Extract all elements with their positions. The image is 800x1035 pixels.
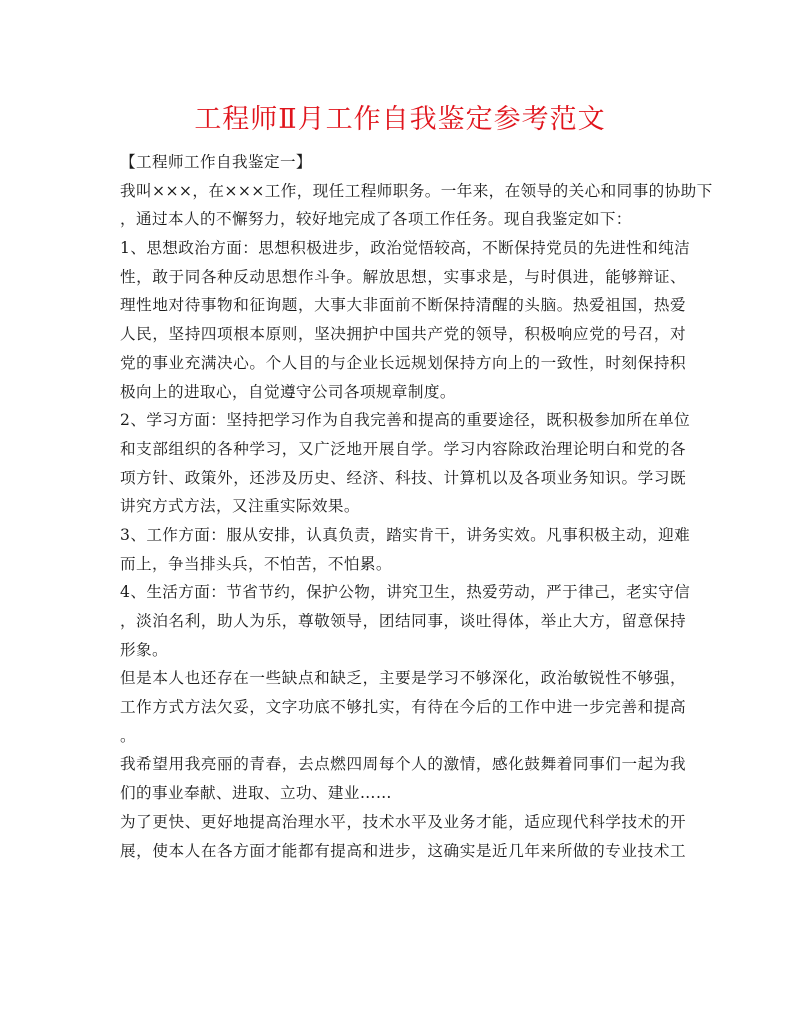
paragraph-line: 理性地对待事物和征询题，大事大非面前不断保持清醒的头脑。热爱祖国，热爱: [120, 296, 686, 315]
paragraph-line: 和支部组织的各种学习，又广泛地开展自学。学习内容除政治理论明白和党的各: [120, 439, 686, 458]
paragraph-line: 我希望用我亮丽的青春，去点燃四周每个人的激情，感化鼓舞着同事们一起为我: [120, 755, 686, 774]
paragraph-line: 性，敢于同各种反动思想作斗争。解放思想，实事求是，与时俱进，能够辩证、: [120, 267, 686, 286]
paragraph-line: 展，使本人在各方面才能都有提高和进步，这确实是近几年来所做的专业技术工: [120, 841, 686, 860]
paragraph-line: 而上，争当排头兵，不怕苦，不怕累。: [120, 554, 392, 573]
page-title: 工程师Ⅱ月工作自我鉴定参考范文: [194, 104, 606, 135]
paragraph-line: ，通过本人的不懈努力，较好地完成了各项工作任务。现自我鉴定如下：: [120, 210, 632, 229]
paragraph-line: 极向上的进取心，自觉遵守公司各项规章制度。: [120, 382, 456, 401]
paragraph-line: ，淡泊名利，助人为乐，尊敬领导，团结同事，谈吐得体，举止大方，留意保持: [120, 612, 686, 630]
paragraph-line: 3、工作方面：服从安排，认真负责，踏实肯干，讲务实效。凡事积极主动，迎难: [120, 525, 691, 544]
paragraph-line: 人民，坚持四项根本原则，坚决拥护中国共产党的领导，积极响应党的号召，对: [120, 325, 686, 344]
paragraph-line: 2、学习方面：坚持把学习作为自我完善和提高的重要途径，既积极参加所在单位: [120, 411, 691, 430]
paragraph-line: 形象。: [120, 640, 168, 659]
paragraph-line: 项方针、政策外，还涉及历史、经济、科技、计算机以及各项业务知识。学习既: [120, 468, 686, 487]
paragraph-line: 4、生活方面：节省节约，保护公物，讲究卫生，热爱劳动，严于律己，老实守信: [120, 583, 691, 602]
paragraph-line: 讲究方式方法，又注重实际效果。: [120, 497, 360, 516]
paragraph-line: 我叫×××，在×××工作，现任工程师职务。一年来，在领导的关心和同事的协助下: [120, 181, 713, 200]
paragraph-line: 为了更快、更好地提高治理水平，技术水平及业务才能，适应现代科学技术的开: [120, 812, 686, 831]
section-heading: 【工程师工作自我鉴定一】: [120, 153, 312, 171]
paragraph-line: 党的事业充满决心。个人目的与企业长远规划保持方向上的一致性，时刻保持积: [120, 353, 686, 372]
paragraph-line: 1、思想政治方面：思想积极进步，政治觉悟较高，不断保持党员的先进性和纯洁: [120, 239, 691, 258]
paragraph-line: 但是本人也还存在一些缺点和缺乏，主要是学习不够深化，政治敏锐性不够强，: [120, 669, 686, 688]
paragraph-line: 。: [120, 726, 136, 745]
document-body: [120, 148, 713, 865]
paragraph-line: 工作方式方法欠妥，文字功底不够扎实，有待在今后的工作中进一步完善和提高: [120, 698, 686, 717]
paragraph-line: 们的事业奉献、进取、立功、建业……: [120, 784, 392, 803]
